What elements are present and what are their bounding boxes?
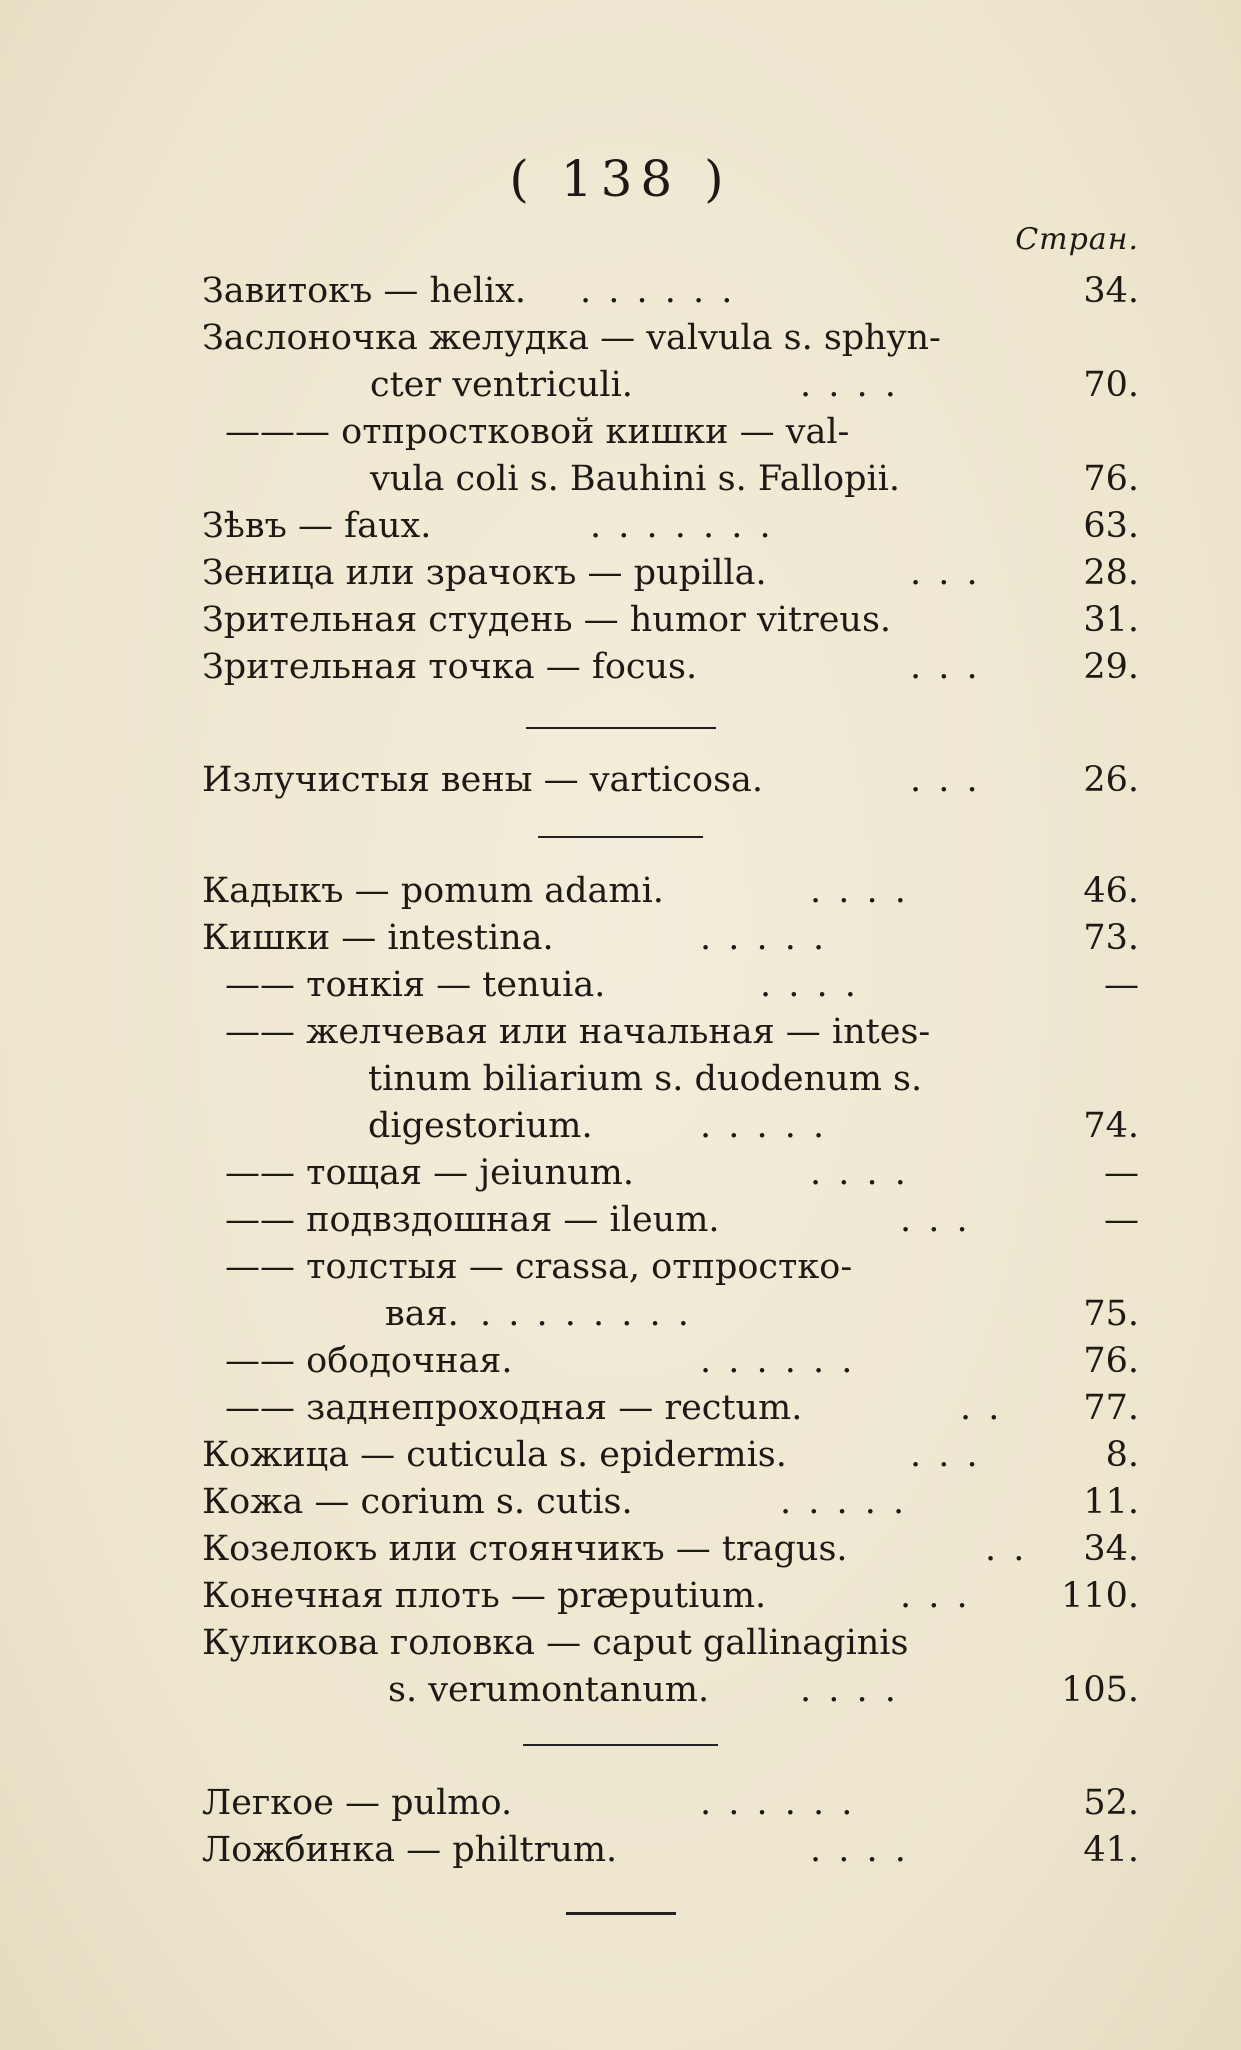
index-line bbox=[0, 1150, 1241, 1197]
entry-page: — bbox=[1104, 1153, 1139, 1193]
entry-text: Кишки — intestina. bbox=[202, 918, 554, 958]
entry-text: —— тонкія — tenuia. bbox=[225, 965, 606, 1005]
leader-dots: . . . bbox=[900, 1576, 971, 1616]
entry-page: 76. bbox=[1083, 459, 1139, 499]
leader-dots: . . . . bbox=[810, 1830, 909, 1870]
entry-text: Конечная плоть — præputium. bbox=[202, 1576, 767, 1616]
entry-text: Легкое — pulmo. bbox=[202, 1783, 513, 1823]
index-line bbox=[0, 456, 1241, 503]
index-line bbox=[0, 1103, 1241, 1150]
entry-page: 46. bbox=[1083, 871, 1139, 911]
entry-text: vula coli s. Bauhini s. Fallopii. bbox=[370, 459, 900, 499]
entry-page: 75. bbox=[1083, 1294, 1139, 1334]
index-line bbox=[0, 1385, 1241, 1432]
entry-page: — bbox=[1104, 965, 1139, 1005]
entry-text: Ложбинка — philtrum. bbox=[202, 1830, 618, 1870]
index-line bbox=[0, 1526, 1241, 1573]
entry-page: — bbox=[1104, 1200, 1139, 1240]
entry-text: Кадыкъ — pomum adami. bbox=[202, 871, 664, 911]
leader-dots: . . . bbox=[910, 1435, 981, 1475]
leader-dots: . . . . . bbox=[700, 1106, 828, 1146]
index-line bbox=[0, 1573, 1241, 1620]
entry-text: —— подвздошная — ileum. bbox=[225, 1200, 720, 1240]
leader-dots: . . . . . . bbox=[700, 1341, 856, 1381]
entry-text: Кожица — cuticula s. epidermis. bbox=[202, 1435, 787, 1475]
index-line bbox=[0, 757, 1241, 804]
leader-dots: . . bbox=[960, 1388, 1003, 1428]
entry-text: —— заднепроходная — rectum. bbox=[225, 1388, 803, 1428]
entry-page: 110. bbox=[1061, 1576, 1139, 1616]
entry-page: 34. bbox=[1083, 1529, 1139, 1569]
end-divider bbox=[566, 1912, 676, 1915]
index-entries bbox=[0, 268, 1241, 1915]
entry-text: Зеница или зрачокъ — pupilla. bbox=[202, 553, 767, 593]
leader-dots: . . . . . bbox=[780, 1482, 908, 1522]
entry-text: Куликова головка — caput gallinaginis bbox=[202, 1623, 909, 1663]
index-line bbox=[0, 268, 1241, 315]
entry-page: 74. bbox=[1083, 1106, 1139, 1146]
entry-text: —— желчевая или начальная — intes- bbox=[225, 1012, 931, 1052]
entry-text: вая. bbox=[385, 1294, 459, 1334]
entry-text: Зѣвъ — faux. bbox=[202, 506, 432, 546]
entry-text: —— толстыя — crassa, отпростко- bbox=[225, 1247, 853, 1287]
index-line bbox=[0, 1291, 1241, 1338]
index-line bbox=[0, 315, 1241, 362]
leader-dots: . . . . bbox=[810, 1153, 909, 1193]
page-column-label: Стран. bbox=[1015, 222, 1139, 257]
entry-text: Излучистыя вены — varticosa. bbox=[202, 760, 764, 800]
index-line bbox=[0, 1197, 1241, 1244]
entry-page: 70. bbox=[1083, 365, 1139, 405]
entry-text: —— тощая — jeiunum. bbox=[225, 1153, 634, 1193]
entry-page: 63. bbox=[1083, 506, 1139, 546]
index-line bbox=[0, 1479, 1241, 1526]
entry-page: 41. bbox=[1083, 1830, 1139, 1870]
index-line bbox=[0, 1780, 1241, 1827]
leader-dots: . . . . bbox=[810, 871, 909, 911]
entry-text: digestorium. bbox=[368, 1106, 593, 1146]
index-line bbox=[0, 962, 1241, 1009]
index-line bbox=[0, 1009, 1241, 1056]
leader-dots: . . bbox=[985, 1529, 1028, 1569]
leader-dots: . . . . . bbox=[700, 918, 828, 958]
index-line bbox=[0, 1667, 1241, 1714]
entry-page: 105. bbox=[1061, 1670, 1139, 1710]
entry-text: Зрительная точка — focus. bbox=[202, 647, 698, 687]
entry-page: 11. bbox=[1083, 1482, 1139, 1522]
entry-page: 34. bbox=[1083, 271, 1139, 311]
index-line bbox=[0, 503, 1241, 550]
entry-page: 77. bbox=[1083, 1388, 1139, 1428]
entry-page: 8. bbox=[1105, 1435, 1139, 1475]
leader-dots: . . . bbox=[910, 760, 981, 800]
entry-page: 31. bbox=[1083, 600, 1139, 640]
entry-page: 73. bbox=[1083, 918, 1139, 958]
leader-dots: . . . . . . . . bbox=[480, 1294, 692, 1334]
leader-dots: . . . . . . bbox=[700, 1783, 856, 1823]
leader-dots: . . . . bbox=[760, 965, 859, 1005]
entry-page: 26. bbox=[1083, 760, 1139, 800]
index-line bbox=[0, 1056, 1241, 1103]
index-line bbox=[0, 1338, 1241, 1385]
entry-text: Кожа — corium s. cutis. bbox=[202, 1482, 633, 1522]
entry-text: Зрительная студень — humor vitreus. bbox=[202, 600, 892, 640]
page-number-header: ( 138 ) bbox=[509, 150, 732, 208]
entry-text: Козелокъ или стоянчикъ — tragus. bbox=[202, 1529, 848, 1569]
index-line bbox=[0, 550, 1241, 597]
entry-text: ——— отпростковой кишки — val- bbox=[225, 412, 850, 452]
leader-dots: . . . bbox=[900, 1200, 971, 1240]
index-line bbox=[0, 362, 1241, 409]
entry-text: Заслоночка желудка — valvula s. sphyn- bbox=[202, 318, 941, 358]
leader-dots: . . . . . . bbox=[580, 271, 736, 311]
entry-page: 76. bbox=[1083, 1341, 1139, 1381]
index-line bbox=[0, 1432, 1241, 1479]
entry-page: 29. bbox=[1083, 647, 1139, 687]
leader-dots: . . . . . . . bbox=[590, 506, 774, 546]
index-line bbox=[0, 409, 1241, 456]
index-line bbox=[0, 644, 1241, 691]
entry-text: —— ободочная. bbox=[225, 1341, 513, 1381]
index-line bbox=[0, 1620, 1241, 1667]
index-line bbox=[0, 915, 1241, 962]
index-line bbox=[0, 597, 1241, 644]
entry-text: cter ventriculi. bbox=[370, 365, 633, 405]
entry-text: tinum biliarium s. duodenum s. bbox=[368, 1059, 923, 1099]
entry-page: 28. bbox=[1083, 553, 1139, 593]
index-line bbox=[0, 1827, 1241, 1874]
entry-text: Завитокъ — helix. bbox=[202, 271, 527, 311]
entry-page: 52. bbox=[1083, 1783, 1139, 1823]
leader-dots: . . . . bbox=[800, 365, 899, 405]
leader-dots: . . . bbox=[910, 647, 981, 687]
leader-dots: . . . bbox=[910, 553, 981, 593]
index-line bbox=[0, 1244, 1241, 1291]
leader-dots: . . . . bbox=[800, 1670, 899, 1710]
entry-text: s. verumontanum. bbox=[388, 1670, 710, 1710]
index-line bbox=[0, 868, 1241, 915]
